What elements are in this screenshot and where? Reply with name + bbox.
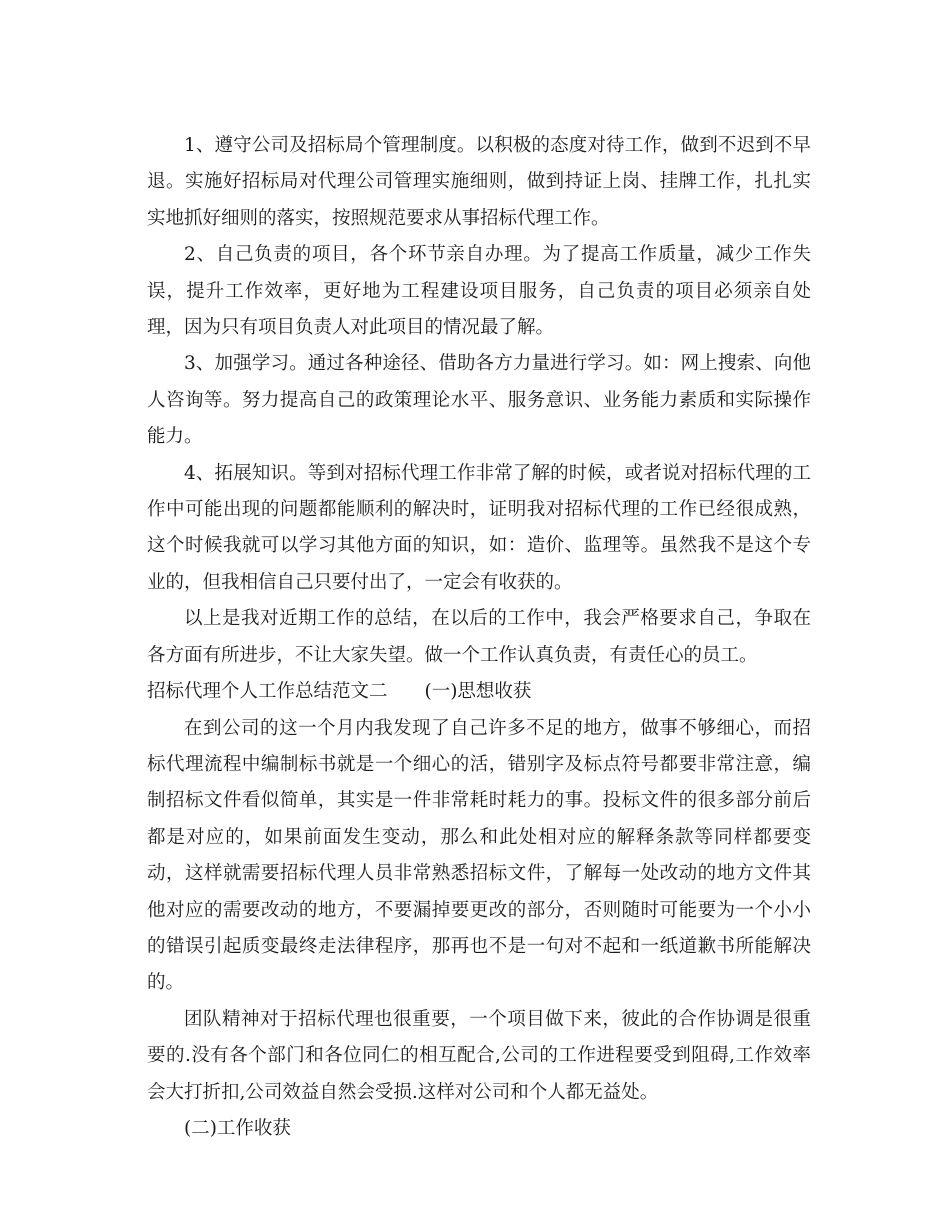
document-body xyxy=(147,128,811,1147)
section-heading: 招标代理个人工作总结范文二 (一)思想收获 xyxy=(147,681,532,703)
paragraph-3: 3、加强学习。通过各种途径、借助各方力量进行学习。如：网上搜索、向他人咨询等。努力提高自己的政策理论水平、服务意识、业务能力素质和实际操作能力。 xyxy=(147,353,811,448)
paragraph-teamwork: 团队精神对于招标代理也很重要，一个项目做下来，彼此的合作协调是很重要的.没有各个部门和各位同仁的相互配合,公司的工作进程要受到阻碍,工作效率会大打折扣,公司效益自然会受损.这样对公司和个人都无益处。 xyxy=(147,1008,811,1103)
paragraph-2: 2、自己负责的项目，各个环节亲自办理。为了提高工作质量，减少工作失误，提升工作效率，更好地为工程建设项目服务，自己负责的项目必须亲自处理，因为只有项目负责人对此项目的情况最了解。 xyxy=(147,244,811,339)
paragraph-summary: 以上是我对近期工作的总结，在以后的工作中，我会严格要求自己，争取在各方面有所进步，不让大家失望。做一个工作认真负责，有责任心的员工。 xyxy=(147,608,811,666)
paragraph-4: 4、拓展知识。等到对招标代理工作非常了解的时候，或者说对招标代理的工作中可能出现的问题都能顺利的解决时，证明我对招标代理的工作已经很成熟，这个时候我就可以学习其他方面的知识，如：造价、监理等。虽然我不是这个专业的，但我相信自己只要付出了，一定会有收获的。 xyxy=(147,462,811,593)
paragraph-1: 1、遵守公司及招标局个管理制度。以积极的态度对待工作，做到不迟到不早退。实施好招标局对代理公司管理实施细则，做到持证上岗、挂牌工作，扎扎实实地抓好细则的落实，按照规范要求从事招标代理工作。 xyxy=(147,135,811,229)
paragraph-thoughts: 在到公司的这一个月内我发现了自己许多不足的地方，做事不够细心，而招标代理流程中编制标书就是一个细心的活，错别字及标点符号都要非常注意，编制招标文件看似简单，其实是一件非常耗时耗力的事。投标文件的很多部分前后都是对应的，如果前面发生变动，那么和此处相对应的解释条款等同样都要变动，这样就需要招标代理人员非常熟悉招标文件，了解每一处改动的地方文件其他对应的需要改动的地方，不要漏掉要更改的部分，否则随时可能要为一个小小的错误引起质变最终走法律程序，那再也不是一句对不起和一纸道歉书所能解决的。 xyxy=(147,717,811,994)
subheading-work-gains: (二)工作收获 xyxy=(184,1117,291,1139)
